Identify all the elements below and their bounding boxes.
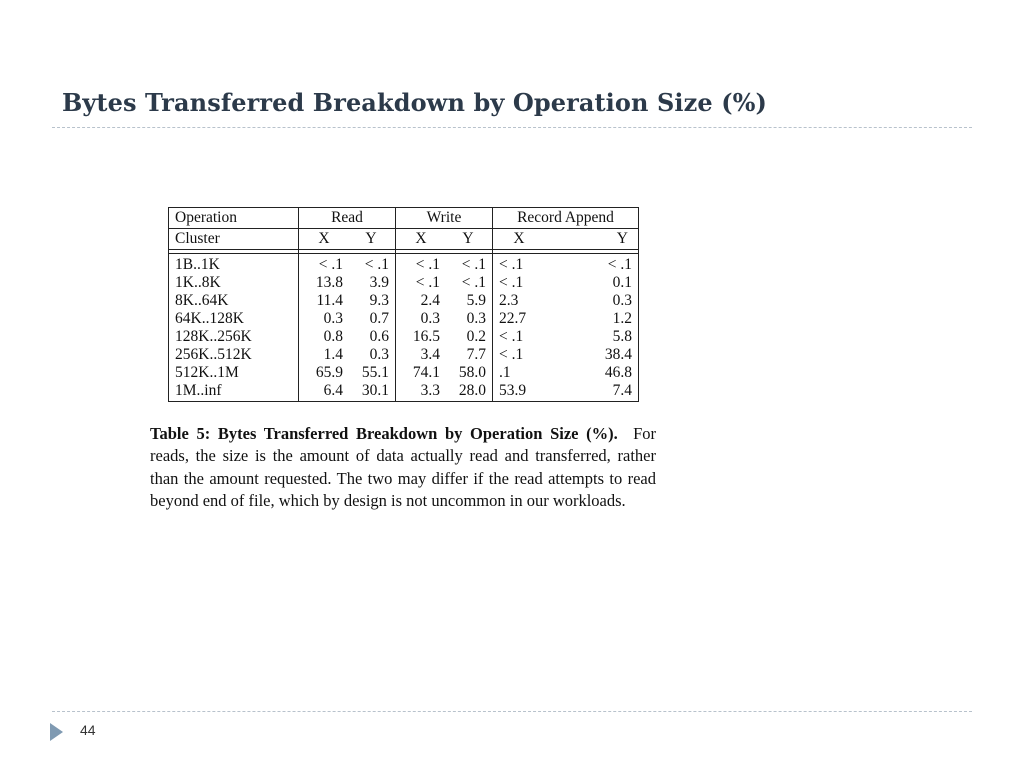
read-x-value: 0.3 bbox=[323, 310, 343, 327]
record-append-cell bbox=[493, 328, 639, 346]
write-y-value: 58.0 bbox=[458, 364, 486, 381]
write-x-value: < .1 bbox=[415, 274, 440, 291]
header-record-append: Record Append bbox=[493, 208, 639, 229]
table-row bbox=[169, 274, 639, 292]
write-y-value: < .1 bbox=[461, 274, 486, 291]
record-append-cell bbox=[493, 346, 639, 364]
read-y-value: 3.9 bbox=[369, 274, 389, 291]
read-cell bbox=[299, 310, 396, 328]
read-cell bbox=[299, 254, 396, 275]
table-body bbox=[169, 254, 639, 402]
table-row bbox=[169, 382, 639, 402]
write-x-value: < .1 bbox=[415, 256, 440, 273]
record-append-x-value: 2.3 bbox=[499, 292, 519, 309]
read-y-value: < .1 bbox=[364, 256, 389, 273]
read-y-value: 30.1 bbox=[361, 382, 389, 399]
table-container bbox=[168, 207, 639, 402]
record-append-cell bbox=[493, 310, 639, 328]
read-x-value: 1.4 bbox=[323, 346, 343, 363]
operation-size-cell: 256K..512K bbox=[169, 346, 299, 364]
table-caption bbox=[150, 423, 656, 513]
read-cell bbox=[299, 364, 396, 382]
record-append-cell bbox=[493, 254, 639, 275]
record-append-x-value: 53.9 bbox=[499, 382, 527, 399]
header-write: Write bbox=[396, 208, 493, 229]
record-append-y-value: 1.2 bbox=[612, 310, 632, 327]
record-append-y-value: 7.4 bbox=[612, 382, 632, 399]
header-x: X bbox=[513, 230, 525, 247]
read-y-value: 9.3 bbox=[369, 292, 389, 309]
caption-label: Table 5: Bytes Transferred Breakdown by Operation Size (%). bbox=[150, 424, 618, 443]
record-append-y-value: 46.8 bbox=[604, 364, 632, 381]
record-append-x-value: 22.7 bbox=[499, 310, 527, 327]
write-x-value: 74.1 bbox=[412, 364, 440, 381]
table-row bbox=[169, 364, 639, 382]
page-number: 44 bbox=[80, 722, 96, 738]
operation-size-cell: 1M..inf bbox=[169, 382, 299, 402]
write-cell bbox=[396, 254, 493, 275]
read-x-value: < .1 bbox=[318, 256, 343, 273]
record-append-y-value: 0.1 bbox=[612, 274, 632, 291]
header-y: Y bbox=[462, 230, 474, 247]
slide-title: Bytes Transferred Breakdown by Operation Size (%) bbox=[62, 88, 768, 117]
table-row bbox=[169, 254, 639, 275]
footer-divider bbox=[52, 711, 972, 712]
title-divider bbox=[52, 127, 972, 128]
read-x-value: 13.8 bbox=[315, 274, 343, 291]
record-append-cell bbox=[493, 364, 639, 382]
record-append-x-value: .1 bbox=[499, 364, 511, 381]
record-append-x-value: < .1 bbox=[499, 346, 524, 363]
bullet-arrow-icon bbox=[50, 723, 63, 741]
write-cell bbox=[396, 328, 493, 346]
write-x-value: 16.5 bbox=[412, 328, 440, 345]
header-y: Y bbox=[365, 230, 377, 247]
write-cell bbox=[396, 382, 493, 402]
read-x-value: 65.9 bbox=[315, 364, 343, 381]
read-cell bbox=[299, 346, 396, 364]
write-cell bbox=[396, 292, 493, 310]
table-row bbox=[169, 346, 639, 364]
read-cell bbox=[299, 274, 396, 292]
write-y-value: 7.7 bbox=[466, 346, 486, 363]
read-cell bbox=[299, 328, 396, 346]
write-y-value: < .1 bbox=[461, 256, 486, 273]
header-record-append-xy bbox=[493, 229, 639, 250]
read-cell bbox=[299, 292, 396, 310]
record-append-y-value: 5.8 bbox=[612, 328, 632, 345]
operation-size-cell: 8K..64K bbox=[169, 292, 299, 310]
read-y-value: 0.6 bbox=[369, 328, 389, 345]
table-row bbox=[169, 292, 639, 310]
header-x: X bbox=[318, 230, 330, 247]
record-append-cell bbox=[493, 292, 639, 310]
record-append-y-value: < .1 bbox=[607, 256, 632, 273]
operation-size-cell: 64K..128K bbox=[169, 310, 299, 328]
write-x-value: 3.4 bbox=[420, 346, 440, 363]
write-cell bbox=[396, 310, 493, 328]
header-write-xy bbox=[396, 229, 493, 250]
table-row bbox=[169, 328, 639, 346]
write-y-value: 0.2 bbox=[466, 328, 486, 345]
record-append-x-value: < .1 bbox=[499, 256, 524, 273]
operation-size-cell: 512K..1M bbox=[169, 364, 299, 382]
header-read: Read bbox=[299, 208, 396, 229]
write-y-value: 5.9 bbox=[466, 292, 486, 309]
write-x-value: 2.4 bbox=[420, 292, 440, 309]
header-x: X bbox=[415, 230, 427, 247]
write-x-value: 3.3 bbox=[420, 382, 440, 399]
read-cell bbox=[299, 382, 396, 402]
write-y-value: 0.3 bbox=[466, 310, 486, 327]
header-cluster: Cluster bbox=[169, 229, 299, 250]
record-append-cell bbox=[493, 382, 639, 402]
write-cell bbox=[396, 346, 493, 364]
operation-size-cell: 1B..1K bbox=[169, 254, 299, 275]
write-cell bbox=[396, 274, 493, 292]
read-y-value: 0.7 bbox=[369, 310, 389, 327]
record-append-x-value: < .1 bbox=[499, 274, 524, 291]
operation-size-cell: 1K..8K bbox=[169, 274, 299, 292]
read-x-value: 0.8 bbox=[323, 328, 343, 345]
header-read-xy bbox=[299, 229, 396, 250]
header-operation: Operation bbox=[169, 208, 299, 229]
write-x-value: 0.3 bbox=[420, 310, 440, 327]
caption-text: For reads, the size is the amount of data actually read and transferred, rather than the amount requested. The two may differ if the read attempts to read beyond end of file, which by design is not uncommon in our workloads. bbox=[150, 424, 657, 511]
record-append-cell bbox=[493, 274, 639, 292]
read-x-value: 6.4 bbox=[323, 382, 343, 399]
header-y: Y bbox=[616, 230, 628, 247]
record-append-y-value: 0.3 bbox=[612, 292, 632, 309]
table-row bbox=[169, 310, 639, 328]
table-header-row-cluster bbox=[169, 229, 639, 250]
read-y-value: 0.3 bbox=[369, 346, 389, 363]
record-append-y-value: 38.4 bbox=[604, 346, 632, 363]
write-y-value: 28.0 bbox=[458, 382, 486, 399]
operation-size-cell: 128K..256K bbox=[169, 328, 299, 346]
write-cell bbox=[396, 364, 493, 382]
record-append-x-value: < .1 bbox=[499, 328, 524, 345]
table-header-row-operation bbox=[169, 208, 639, 229]
read-x-value: 11.4 bbox=[316, 292, 343, 309]
bytes-transferred-table bbox=[168, 207, 639, 402]
read-y-value: 55.1 bbox=[361, 364, 389, 381]
